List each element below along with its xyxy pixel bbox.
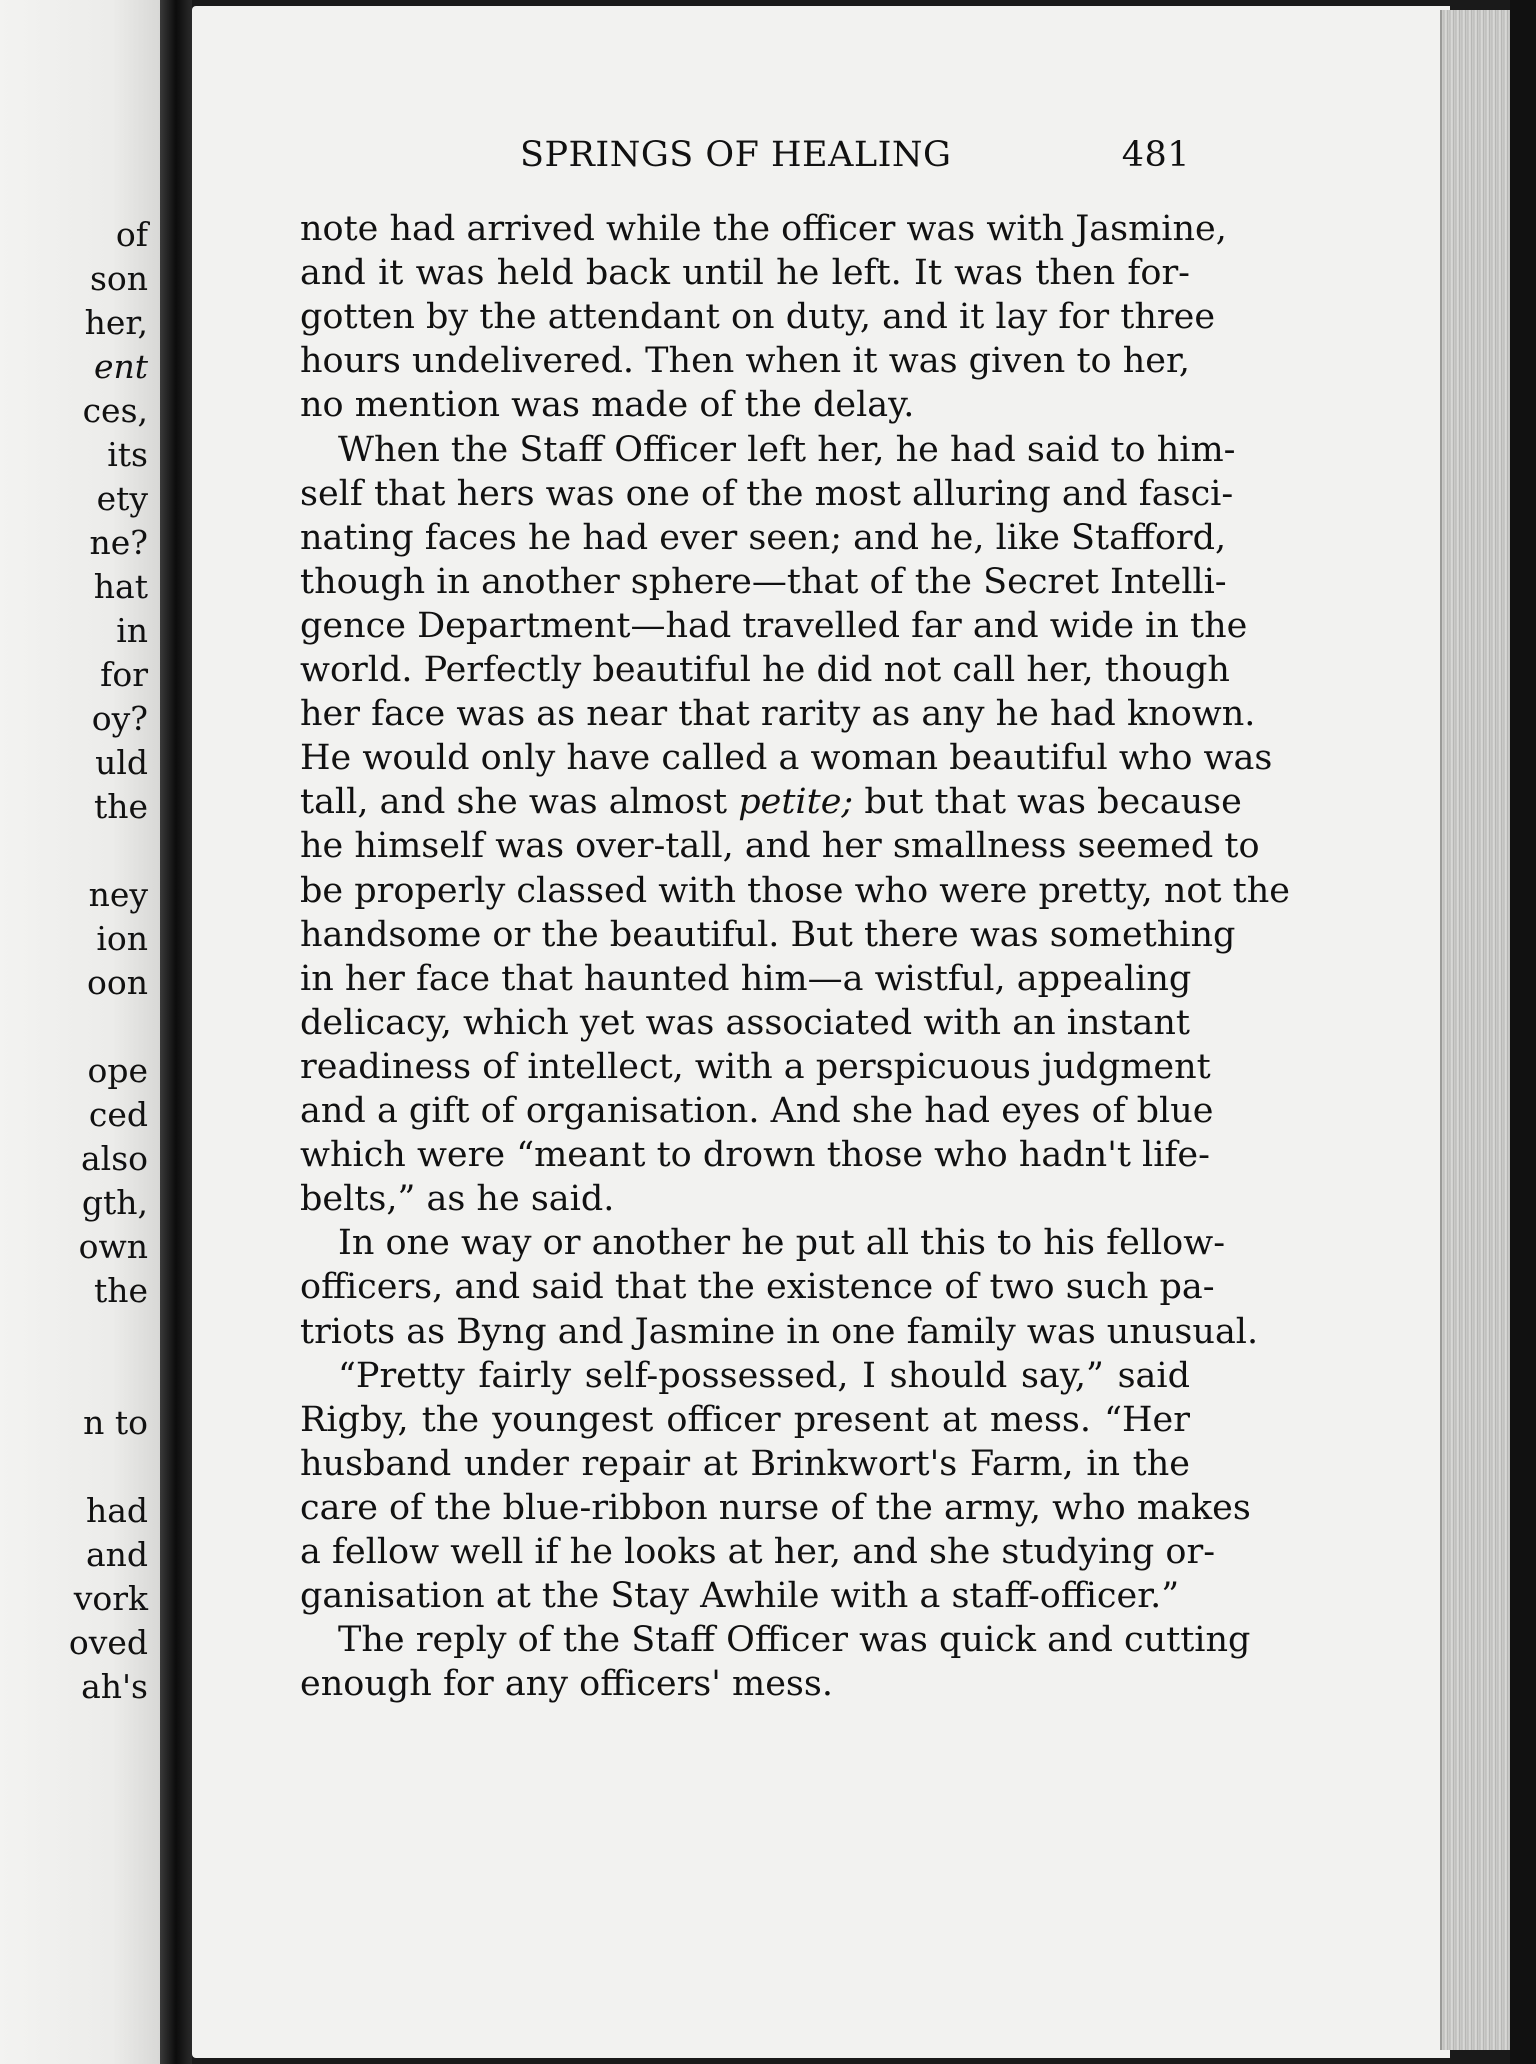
running-title: SPRINGS OF HEALING bbox=[520, 135, 952, 175]
left-page-fragment: oved bbox=[68, 1623, 148, 1662]
text-line: officers, and said that the existence of two such pa- bbox=[300, 1267, 1215, 1308]
left-page-fragment: ent bbox=[93, 347, 148, 386]
page-number: 481 bbox=[1121, 135, 1190, 175]
left-page-fragment: vork bbox=[73, 1579, 148, 1618]
text-line: her face was as near that rarity as any he had known. bbox=[300, 694, 1256, 735]
left-page-fragment: oy? bbox=[91, 699, 148, 738]
left-page-fragment: ced bbox=[88, 1095, 148, 1134]
text-line: a fellow well if he looks at her, and she studying or- bbox=[300, 1532, 1216, 1572]
left-page-fragment: ces, bbox=[82, 391, 148, 430]
text-line: gotten by the attendant on duty, and it lay for three bbox=[300, 297, 1216, 338]
left-page-fragment: also bbox=[80, 1139, 148, 1178]
left-page-fragment: hat bbox=[93, 567, 148, 606]
text-line: and a gift of organisation. And she had eyes of blue bbox=[300, 1091, 1214, 1131]
left-page-fragment: of bbox=[115, 215, 148, 254]
text-line: hours undelivered. Then when it was given to her, bbox=[300, 341, 1190, 382]
text-line: and it was held back until he left. It was then for- bbox=[300, 253, 1190, 294]
left-page-fragment: the bbox=[93, 1271, 148, 1310]
text-line: though in another sphere—that of the Secret Intelli- bbox=[300, 561, 1227, 602]
left-page-fragment: her, bbox=[84, 303, 148, 342]
left-page-fragment: for bbox=[100, 655, 148, 694]
text-line: gence Department—had travelled far and wide in the bbox=[300, 605, 1248, 646]
text-line: in her face that haunted him—a wistful, appealing bbox=[300, 958, 1192, 999]
left-page-fragment: own bbox=[78, 1227, 148, 1266]
left-page-fragment: ne? bbox=[89, 523, 148, 562]
text-line: The reply of the Staff Officer was quick and cutting bbox=[338, 1620, 1251, 1661]
left-page-fragment: oon bbox=[87, 963, 148, 1002]
text-line: enough for any officers' mess. bbox=[300, 1664, 833, 1705]
text-line: which were “meant to drown those who hadn't life- bbox=[300, 1135, 1210, 1176]
text-line: self that hers was one of the most alluring and fasci- bbox=[300, 473, 1234, 514]
text-line: be properly classed with those who were pretty, not the bbox=[300, 870, 1290, 911]
left-page-fragment: n to bbox=[83, 1403, 148, 1442]
left-page-fragment: ah's bbox=[81, 1667, 148, 1706]
left-page-fragment: uld bbox=[95, 743, 148, 782]
text-line: In one way or another he put all this to his fellow- bbox=[338, 1223, 1226, 1264]
left-page-fragment: ety bbox=[96, 479, 148, 518]
text-line: When the Staff Officer left her, he had said to him- bbox=[338, 429, 1236, 470]
text-line: tall, and she was almost petite; but that was because bbox=[300, 782, 1242, 823]
running-head bbox=[300, 135, 1190, 185]
text-line: care of the blue-ribbon nurse of the army, who makes bbox=[300, 1487, 1251, 1528]
left-page-fragment: son bbox=[89, 259, 148, 298]
previous-page-edge bbox=[0, 0, 160, 2064]
left-page-fragment: ney bbox=[88, 875, 148, 914]
text-line: He would only have called a woman beautiful who was bbox=[300, 738, 1273, 779]
text-line: he himself was over-tall, and her smallness seemed to bbox=[300, 826, 1260, 867]
text-line: triots as Byng and Jasmine in one family was unusual. bbox=[300, 1311, 1259, 1352]
text-line: Rigby, the youngest officer present at mess. “Her bbox=[300, 1399, 1190, 1440]
text-line: “Pretty fairly self-possessed, I should say,” said bbox=[338, 1355, 1190, 1396]
left-page-fragment: the bbox=[93, 787, 148, 826]
text-line: ganisation at the Stay Awhile with a staff-officer.” bbox=[300, 1576, 1180, 1617]
text-line: note had arrived while the officer was with Jasmine, bbox=[300, 209, 1227, 249]
left-page-fragment: gth, bbox=[81, 1183, 148, 1222]
left-page-fragment: in bbox=[116, 611, 148, 650]
left-page-fragment: had bbox=[85, 1491, 148, 1530]
page-stack-edge bbox=[1440, 10, 1512, 2050]
scan-border bbox=[1510, 0, 1536, 2064]
text-line: nating faces he had ever seen; and he, like Stafford, bbox=[300, 517, 1227, 558]
text-line: readiness of intellect, with a perspicuous judgment bbox=[300, 1046, 1211, 1087]
text-line: husband under repair at Brinkwort's Farm, in the bbox=[300, 1443, 1190, 1484]
left-page-fragment: its bbox=[107, 435, 148, 474]
left-page-fragment: ope bbox=[87, 1051, 148, 1090]
text-line: handsome or the beautiful. But there was something bbox=[300, 914, 1236, 955]
left-page-fragment: ion bbox=[96, 919, 148, 958]
text-line: world. Perfectly beautiful he did not call her, though bbox=[300, 650, 1230, 690]
text-line: delicacy, which yet was associated with an instant bbox=[300, 1002, 1190, 1043]
left-page-fragment: and bbox=[85, 1535, 148, 1574]
text-line: no mention was made of the delay. bbox=[300, 385, 915, 426]
book-gutter bbox=[160, 0, 192, 2064]
text-line: belts,” as he said. bbox=[300, 1179, 615, 1220]
